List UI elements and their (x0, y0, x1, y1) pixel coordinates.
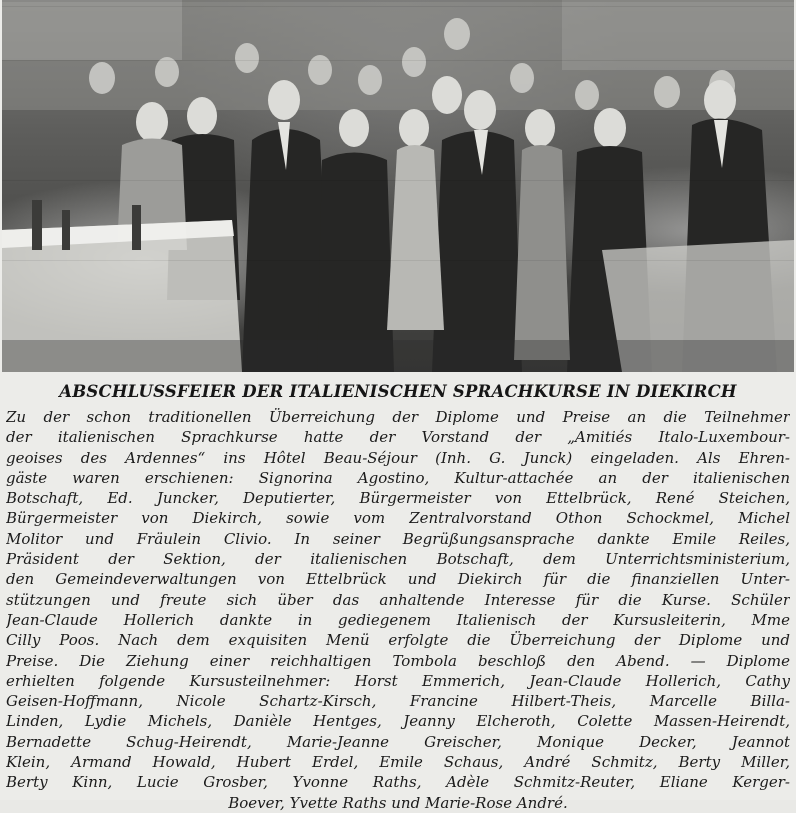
article-line: Zu der schon traditionellen Überreichung der Diplome und Preise an die Teilnehmer (6, 408, 790, 426)
article-line: den Gemeindeverwaltungen von Ettelbrück und Diekirch für die finanziellen Unter- (6, 570, 790, 589)
article-line: gäste waren erschienen: Signorina Agostino, Kultur-attachée an der italienischen (6, 468, 790, 487)
article-line: Bernadette Schug-Heirendt, Marie-Jeanne Greischer, Monique Decker, Jeannot (6, 732, 790, 751)
article-line: Präsident der Sektion, der italienischen Botschaft, dem Unterrichtsministerium, (6, 550, 790, 569)
article-line: Jean-Claude Hollerich dankte in gediegenem Italienisch der Kursusleiterin, Mme (6, 610, 790, 629)
article-line: Bürgermeister von Diekirch, sowie vom Zentralvorstand Othon Schockmel, Michel (6, 509, 790, 528)
article-line: stützungen und freute sich über das anhaltende Interesse für die Kurse. Schüler (6, 590, 790, 609)
article-line: Preise. Die Ziehung einer reichhaltigen Tombola beschloß den Abend. — Diplome (6, 651, 790, 670)
article-line: geoises des Ardennes“ ins Hôtel Beau-Séjour (Inh. G. Junck) eingeladen. Als Ehren- (6, 448, 790, 467)
article-line: Geisen-Hoffmann, Nicole Schartz-Kirsch, Francine Hilbert-Theis, Marcelle Billa- (6, 692, 790, 711)
article-line: Molitor und Fräulein Clivio. In seiner Begrüßungsansprache dankte Emile Reiles, (6, 529, 790, 548)
article-line: Linden, Lydie Michels, Danièle Hentges, Jeanny Elcheroth, Colette Massen-Heirendt, (6, 712, 790, 731)
article-line: Klein, Armand Howald, Hubert Erdel, Emile Schaus, André Schmitz, Berty Miller, (6, 753, 790, 772)
group-photo-illustration (2, 0, 794, 372)
group-photo (2, 0, 794, 372)
article-line: Cilly Poos. Nach dem exquisiten Menü erfolgte die Überreichung der Diplome und (6, 631, 790, 650)
article-line: Berty Kinn, Lucie Grosber, Yvonne Raths, Adèle Schmitz-Reuter, Eliane Kerger- (6, 773, 790, 792)
article-line: Botschaft, Ed. Juncker, Deputierter, Bürgermeister von Ettelbrück, René Steichen, (6, 489, 790, 508)
article-line: der italienischen Sprachkurse hatte der Vorstand der „Amitiés Italo-Luxembour- (6, 428, 790, 447)
article-line: Boever, Yvette Raths und Marie-Rose André. (228, 793, 568, 812)
article-line: erhielten folgende Kursusteilnehmer: Horst Emmerich, Jean-Claude Hollerich, Cathy (6, 671, 790, 690)
article-headline: ABSCHLUSSFEIER DER ITALIENISCHEN SPRACHKURSE IN DIEKIRCH (59, 382, 737, 401)
article-body (6, 407, 790, 813)
